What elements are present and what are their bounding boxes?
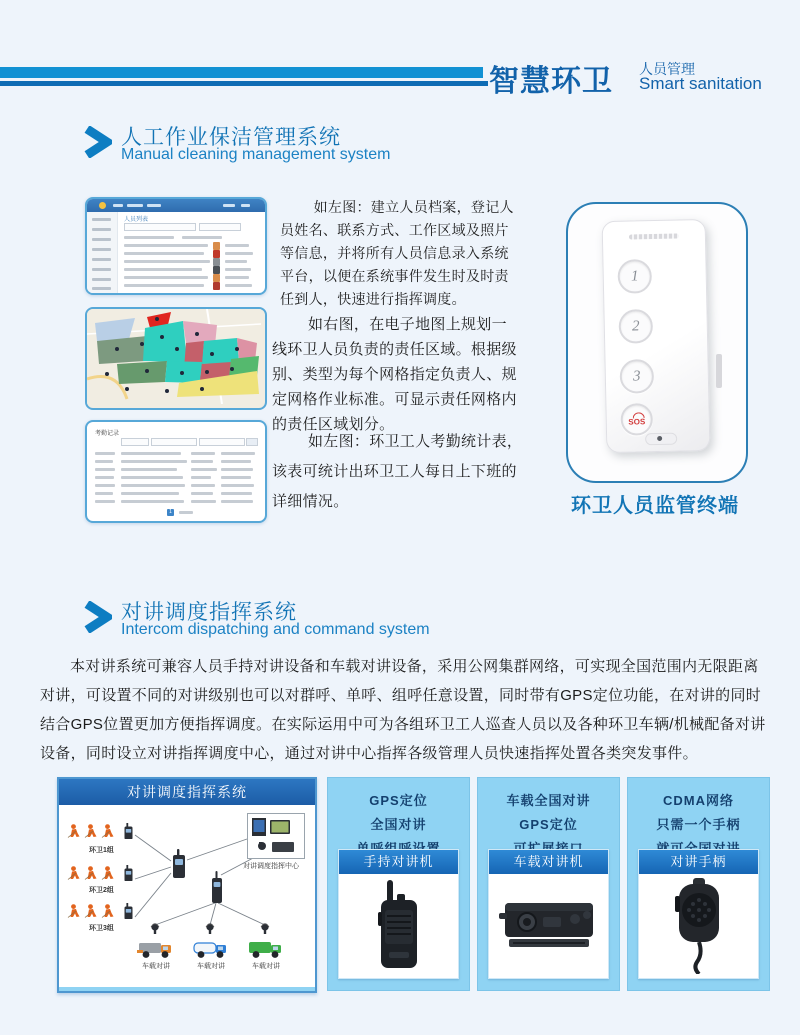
feature-line: 车载全国对讲 [506, 793, 591, 808]
group2-label: 环卫2组 [89, 887, 114, 894]
chevron-icon [84, 601, 112, 633]
page-subtitle-en: Smart sanitation [639, 74, 762, 93]
lanyard-foot [645, 433, 677, 446]
section2-subtitle: Intercom dispatching and command system [121, 621, 430, 638]
product-name: 车载对讲机 [489, 850, 608, 874]
attendance-screenshot [85, 420, 267, 523]
vehicle-mic-icon [205, 923, 215, 935]
vehicle-mic-icon [150, 923, 160, 935]
header-accent-bar [0, 67, 483, 78]
command-center-label: 对讲调度指挥中心 [243, 863, 299, 870]
worker-group-2 [67, 865, 145, 881]
section2-paragraph: 本对讲系统可兼容人员手持对讲设备和车载对讲设备，采用公网集群网络，可实现全国范围内无限距离对讲，可设置不同的对讲级别也可以对群呼、单呼、组呼任意设置，同时带有GPS定位功能，在对讲的同时结合GPS位置更加方便指挥调度。在实际运用中可为各组环卫工人巡查人员以及各种环卫车辆/机械配备对讲设备，同时设立对讲指挥调度中心，通过对讲中心指挥各级管理人员快速指挥处置各类突发事件。 [40, 658, 766, 762]
mini-sidebar [87, 212, 118, 293]
speaker-grille [629, 233, 679, 239]
diagram-body [59, 805, 311, 983]
tanker-truck-icon [192, 937, 230, 959]
relay-radio-icon [209, 871, 225, 904]
terminal-sos-button: SOS [620, 403, 653, 436]
group3-label: 环卫3组 [89, 925, 114, 932]
product-name: 对讲手柄 [639, 850, 758, 874]
product-card [638, 849, 759, 979]
section2-title: 对讲调度指挥系统 [121, 601, 297, 624]
dispatch-diagram-panel [57, 777, 317, 993]
truck1-label: 车载对讲 [142, 963, 170, 970]
vehicle-radio-photo [489, 874, 608, 978]
mini-attendance-title: 考勤记录 [95, 431, 120, 437]
section1-paragraph-3: 如左图：环卫工人考勤统计表，该表可统计出环卫工人每日上下班的详细情况。 [272, 433, 523, 510]
handheld-radio-photo [339, 874, 458, 978]
terminal-button-3: 3 [619, 359, 654, 394]
section1-paragraph-2: 如右图，在电子地图上规划一线环卫人员负责的责任区域。根据级别、类型为每个网格指定负责人、规定网格作业标准。可显示责任网格内的责任区域划分。 [272, 316, 517, 433]
mini-menu-item [241, 204, 250, 207]
speaker-mic-panel [627, 777, 770, 991]
side-connector [716, 354, 722, 388]
sweeper-truck-icon [137, 937, 175, 959]
feature-line: 只需一个手柄 [656, 817, 741, 832]
handheld-radio-panel [327, 777, 470, 991]
monitoring-terminal-photo [566, 202, 748, 483]
vehicle-mic-icon [260, 923, 270, 935]
central-radio-icon [169, 849, 189, 879]
mini-pagination-current: 1 [167, 509, 174, 516]
truck2-label: 车载对讲 [197, 963, 225, 970]
chevron-icon [84, 126, 112, 158]
terminal-button-1: 1 [617, 259, 652, 294]
vehicle-radio-panel [477, 777, 620, 991]
group1-label: 环卫1组 [89, 847, 114, 854]
mini-menu-item [127, 204, 143, 207]
header-accent-bar-thin [0, 81, 488, 86]
phone-arc-icon [633, 412, 645, 418]
section1-paragraph-1: 如左图：建立人员档案，登记人员姓名、联系方式、工作区域及照片等信息，并将所有人员信息录入系统平台，以便在系统事件发生时及时责任到人，快速进行指挥调度。 [280, 199, 514, 307]
product-card [488, 849, 609, 979]
page-title: 智慧环卫 [489, 65, 613, 98]
feature-line: 全国对讲 [370, 817, 427, 832]
mini-app-header [87, 199, 265, 212]
mini-menu-item [147, 204, 161, 207]
command-center-box [247, 813, 305, 859]
section1-subtitle: Manual cleaning management system [121, 146, 391, 163]
worker-group-1 [67, 823, 145, 839]
product-card [338, 849, 459, 979]
section1-title: 人工作业保洁管理系统 [121, 126, 341, 149]
terminal-caption: 环卫人员监管终端 [571, 495, 739, 517]
feature-line: GPS定位 [519, 817, 578, 832]
mini-menu-item [223, 204, 235, 207]
diagram-title: 对讲调度指挥系统 [59, 779, 315, 805]
personnel-list-screenshot [85, 197, 267, 295]
page-subtitle-cn: 人员管理 [639, 61, 695, 77]
feature-line: CDMA网络 [663, 793, 734, 808]
speaker-mic-photo [639, 874, 758, 978]
feature-line: GPS定位 [369, 793, 428, 808]
worker-group-3 [67, 903, 145, 919]
garbage-truck-icon [247, 937, 285, 959]
truck3-label: 车载对讲 [252, 963, 280, 970]
mini-page-title: 人员列表 [124, 217, 149, 223]
panel1-footer-strip [59, 987, 315, 991]
responsibility-grid-map [85, 307, 267, 410]
mini-menu-item [113, 204, 123, 207]
terminal-device [602, 219, 711, 453]
product-name: 手持对讲机 [339, 850, 458, 874]
terminal-button-2: 2 [618, 309, 653, 344]
mini-logo-icon [99, 202, 106, 209]
